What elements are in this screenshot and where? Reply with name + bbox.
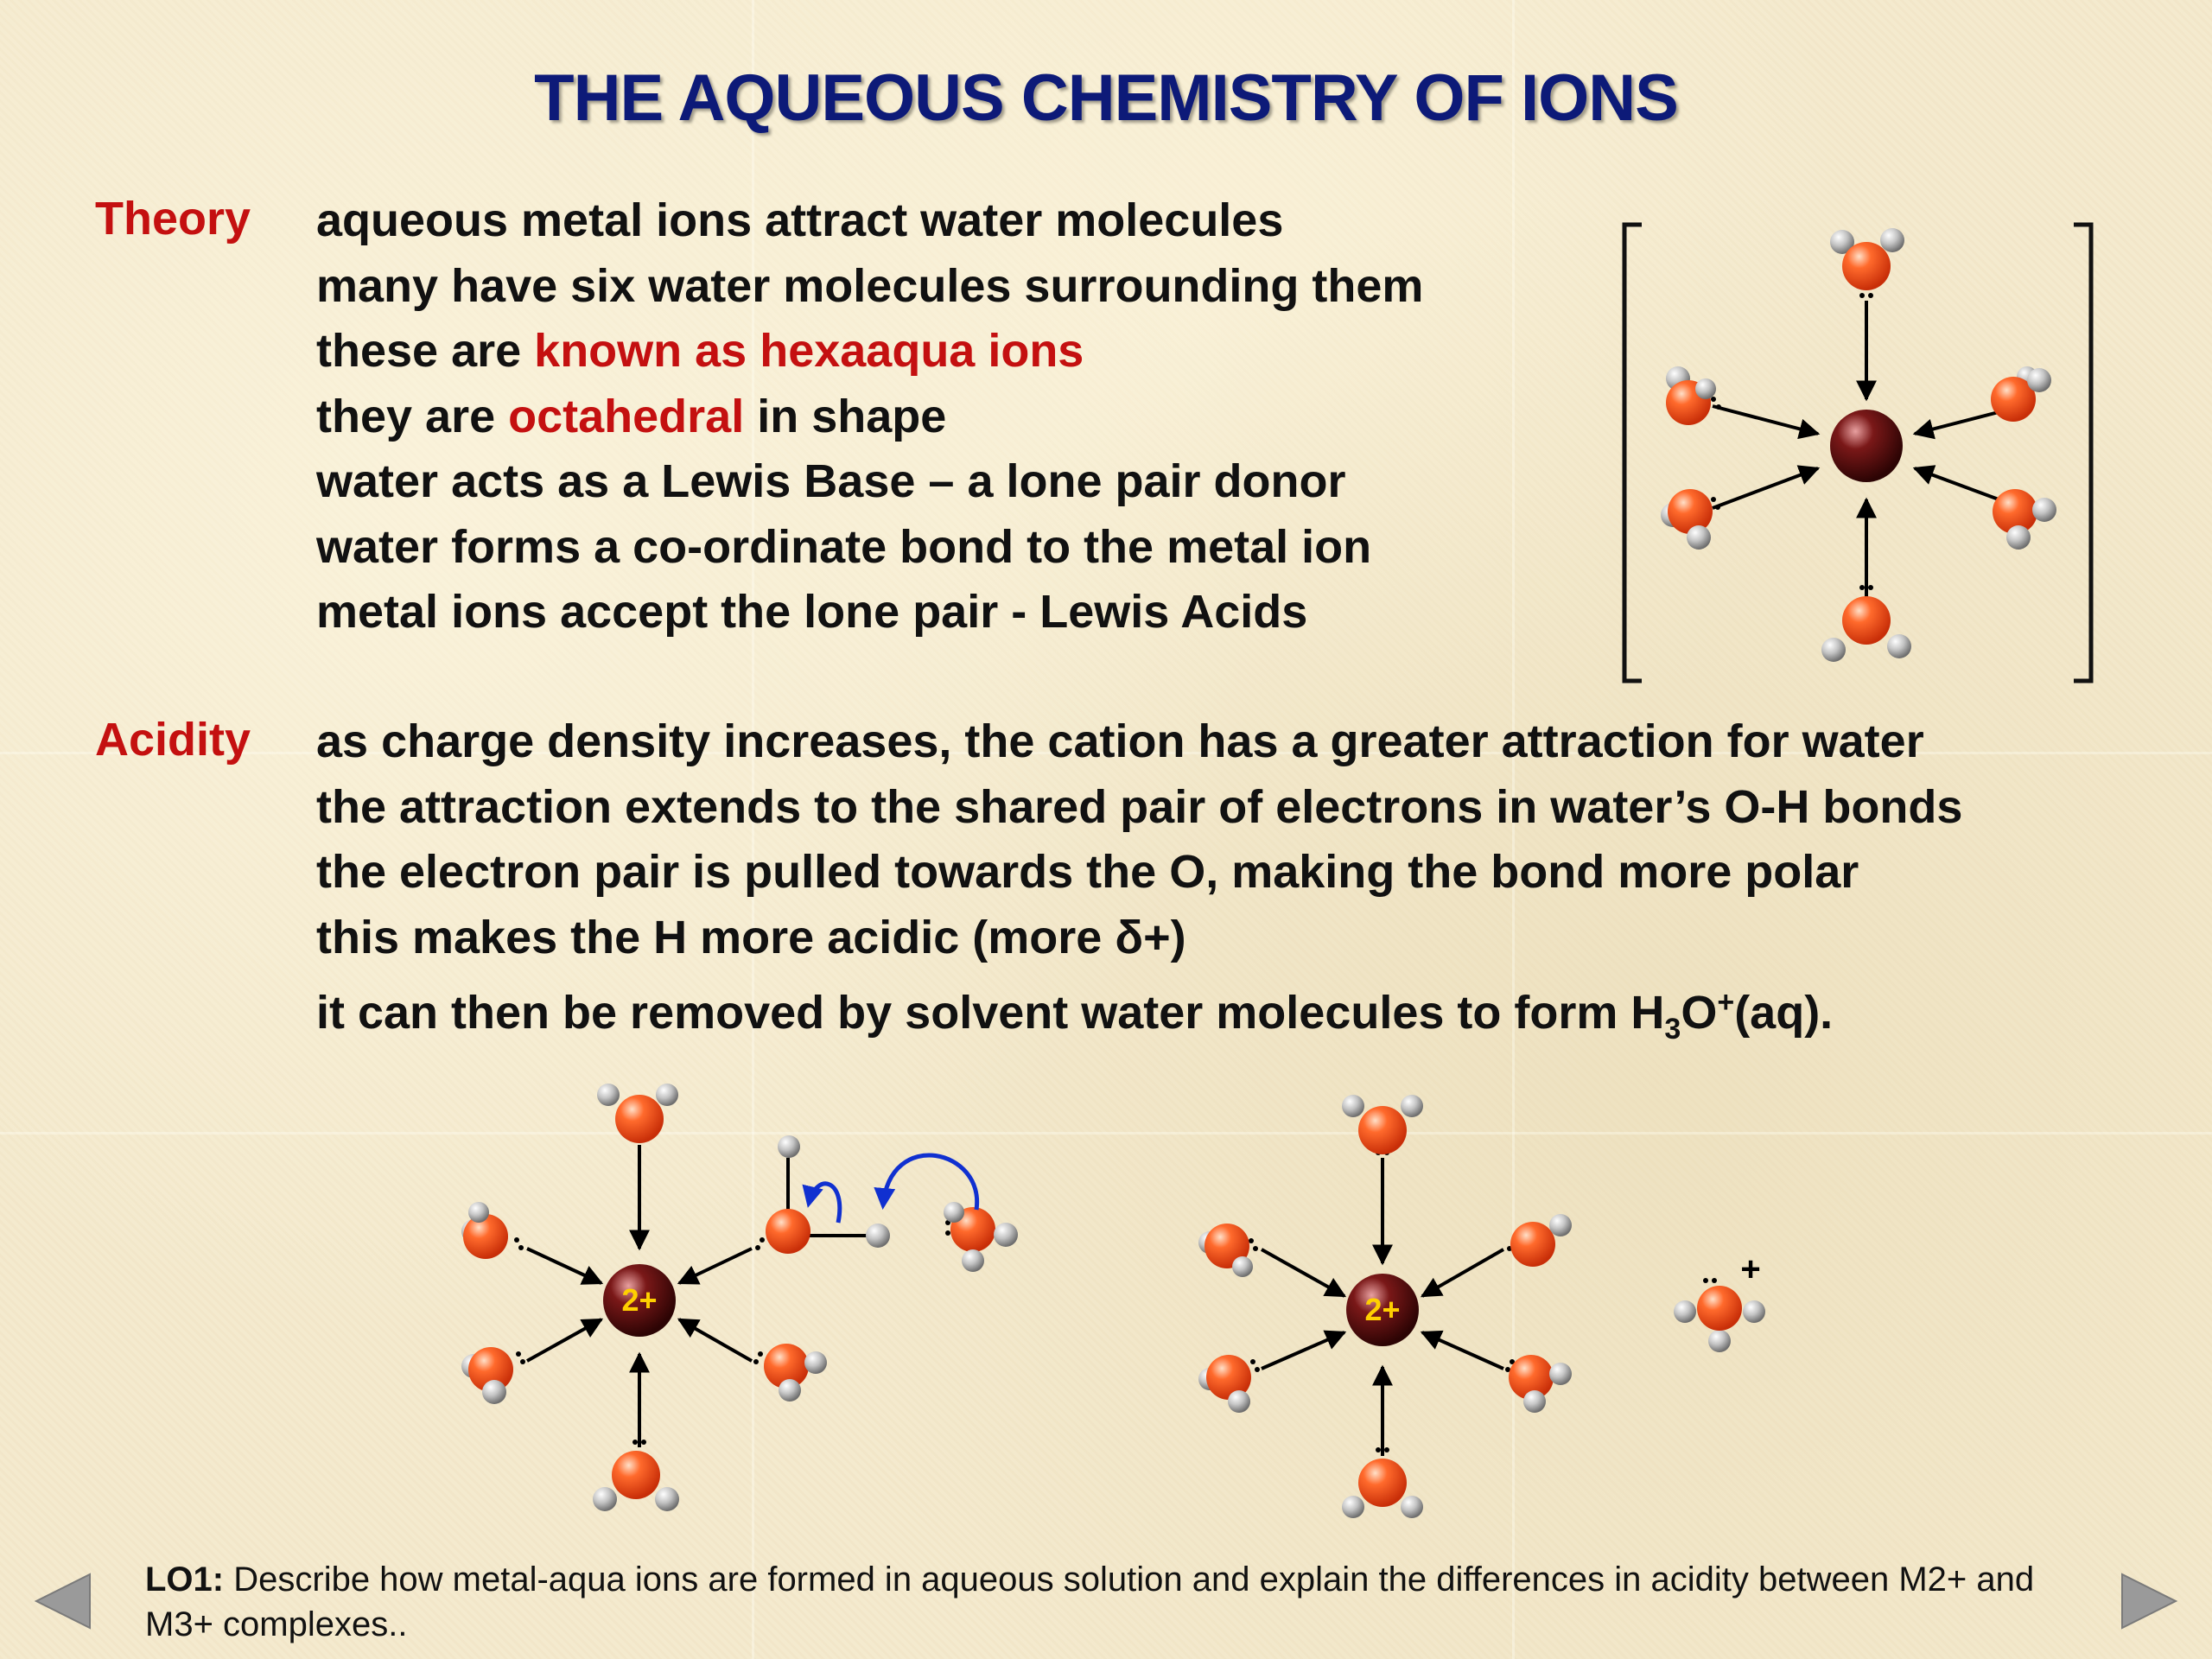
theory-line — [316, 385, 1423, 450]
learning-objective — [145, 1557, 2081, 1647]
superscript: + — [1717, 986, 1735, 1019]
water-molecule — [593, 1451, 679, 1511]
acidity-line: this makes the H more acidic (more δ+) — [316, 911, 1186, 963]
metal-ion — [1830, 410, 1903, 482]
acidity-text — [316, 709, 1962, 1062]
theory-text — [316, 188, 1423, 645]
triangle-right-icon[interactable] — [2119, 1571, 2179, 1631]
acidity-line — [316, 970, 1962, 1062]
subscript: 3 — [1664, 1012, 1681, 1046]
product-diagram — [1175, 1080, 1780, 1529]
acidity-label: Acidity — [95, 714, 251, 766]
water-molecule — [1342, 1095, 1423, 1154]
ion-charge: 2+ — [621, 1282, 658, 1318]
water-molecule — [597, 1084, 678, 1143]
theory-line: water acts as a Lewis Base – a lone pair donor — [316, 455, 1346, 507]
octahedral-highlight: octahedral — [508, 390, 745, 442]
water-molecule — [1509, 1355, 1572, 1413]
acidity-line: the electron pair is pulled towards the O, making the bond more polar — [316, 846, 1859, 898]
theory-line: water forms a co-ordinate bond to the metal ion — [316, 520, 1372, 573]
water-molecule — [1991, 366, 2051, 422]
bracket-right — [2074, 225, 2091, 681]
curly-arrow — [883, 1155, 977, 1210]
acidity-line-text: it can then be removed by solvent water molecules to form H — [316, 987, 1665, 1039]
theory-line: metal ions accept the lone pair - Lewis Acids — [316, 586, 1308, 638]
theory-line — [316, 319, 1423, 385]
water-molecule — [1821, 596, 1911, 662]
theory-line: aqueous metal ions attract water molecules — [316, 194, 1284, 246]
water-molecule — [1661, 489, 1713, 550]
lo1-text: Describe how metal-aqua ions are formed in aqueous solution and explain the differences in acidity between M2+ and M3+ complexes.. — [145, 1560, 2035, 1643]
page-title: THE AQUEOUS CHEMISTRY OF IONS — [534, 61, 1678, 135]
theory-label: Theory — [95, 193, 251, 245]
acidity-line-text: O — [1681, 987, 1718, 1039]
acidity-line: the attraction extends to the shared pair of electrons in water’s O-H bonds — [316, 780, 1963, 833]
acidity-mechanism-diagram — [432, 1076, 1037, 1525]
acidity-line: as charge density increases, the cation has a greater attraction for water — [316, 715, 1924, 767]
solvent-water-molecule — [944, 1202, 1018, 1272]
water-molecule — [461, 1202, 508, 1259]
curly-arrow — [809, 1184, 840, 1223]
hexaaqua-octahedral-diagram — [1616, 207, 2100, 691]
theory-line-text: these are — [316, 325, 535, 377]
triangle-left-icon[interactable] — [33, 1571, 93, 1631]
water-molecule — [1830, 228, 1904, 290]
hydronium-ion — [1674, 1250, 1765, 1352]
water-molecule — [764, 1344, 827, 1402]
hexaaqua-highlight: known as hexaaqua ions — [534, 325, 1084, 377]
theory-line: many have six water molecules surrounding them — [316, 259, 1424, 312]
bracket-left — [1624, 225, 1642, 681]
hydronium-charge: + — [1740, 1250, 1761, 1288]
lo1-label: LO1: — [145, 1560, 225, 1599]
water-molecule — [1342, 1459, 1423, 1518]
ion-charge: 2+ — [1364, 1292, 1401, 1327]
background-seam — [0, 1132, 2212, 1135]
acidity-line-text: (aq). — [1734, 987, 1834, 1039]
water-molecule — [461, 1347, 513, 1404]
theory-line-text: in shape — [744, 390, 947, 442]
water-molecule — [1198, 1224, 1253, 1277]
hydroxide-ligand — [1510, 1214, 1572, 1267]
water-molecule — [1198, 1355, 1251, 1413]
water-molecule — [1666, 366, 1716, 425]
theory-line-text: they are — [316, 390, 509, 442]
water-molecule — [1993, 489, 2056, 550]
